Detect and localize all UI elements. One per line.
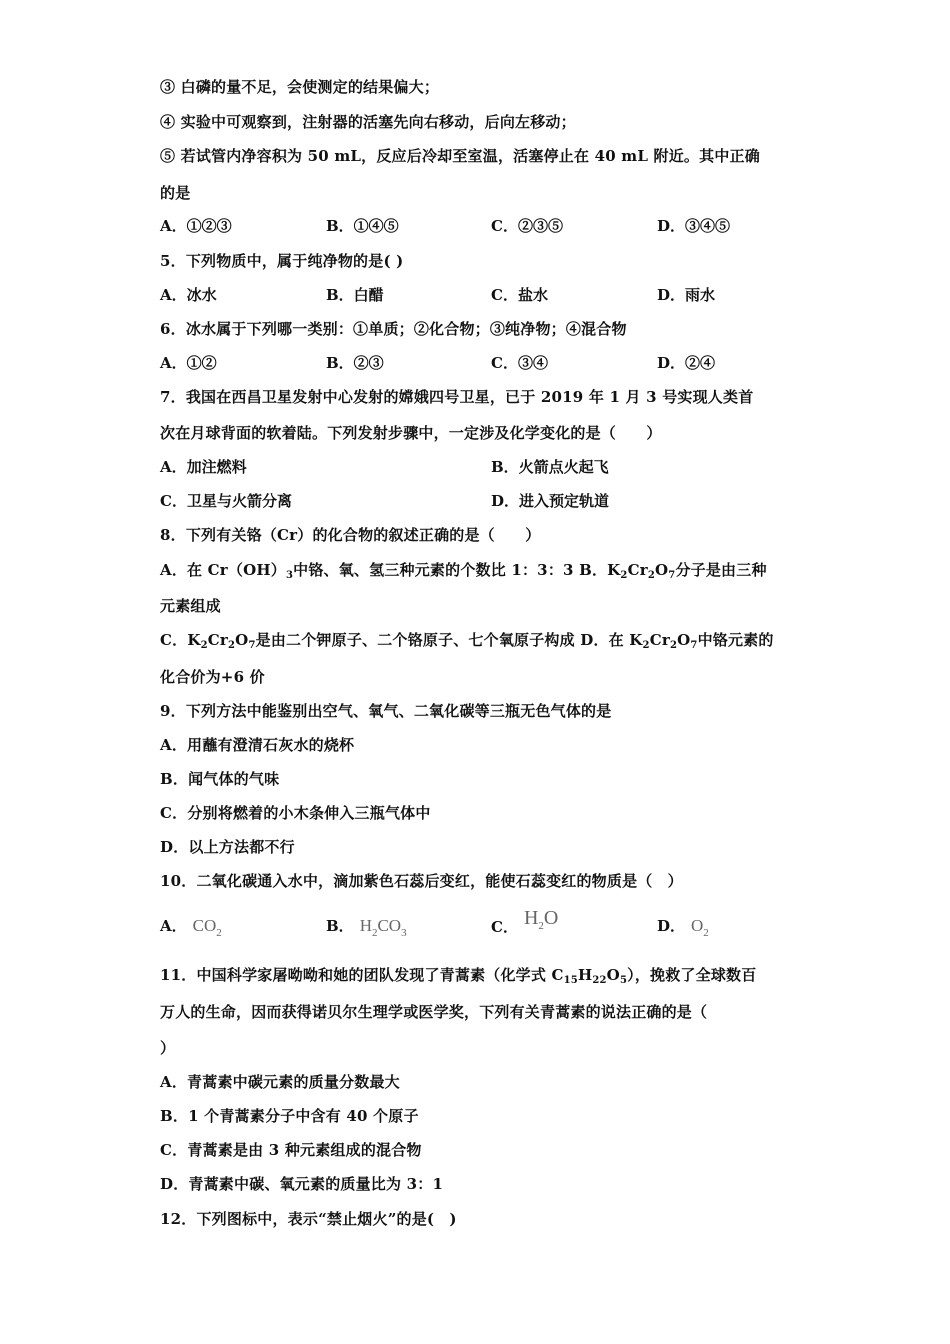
q6-option-b: B．②③: [326, 354, 384, 372]
statement-5-cont: 的是: [160, 184, 191, 202]
q10-option-a: A． $CO_2$: [160, 916, 222, 939]
q5-stem: 5．下列物质中，属于纯净物的是( ): [160, 252, 404, 270]
q4-option-c: C．②③⑤: [491, 217, 563, 235]
q11-stem-line2: 万人的生命，因而获得诺贝尔生理学或医学奖，下列有关青蒿素的说法正确的是（: [160, 1003, 708, 1021]
q9-option-b: B．闻气体的气味: [160, 770, 280, 788]
statement-5: ⑤ 若试管内净容积为 50 mL，反应后冷却至室温，活塞停止在 40 mL 附近。其中正确: [160, 147, 760, 165]
statement-3: ③ 白磷的量不足，会使测定的结果偏大；: [160, 78, 440, 96]
q8-options-ab: A．在 $Cr(OH)_3$中铬、氧、氢三种元素的个数比 1：3：3 B．$K_2Cr_2O_7$分子是由三种: [160, 561, 767, 581]
q4-option-b: B．①④⑤: [326, 217, 399, 235]
q10-option-c: C． $H_2O$: [491, 907, 559, 936]
q8-options-ab-cont: 元素组成: [160, 597, 221, 615]
q9-option-a: A．用蘸有澄清石灰水的烧杯: [160, 736, 355, 754]
q5-option-a: A．冰水: [160, 286, 217, 304]
q11-option-d: D．青蒿素中碳、氧元素的质量比为 3：1: [160, 1175, 444, 1193]
q8-options-cd: C．$K_2Cr_2O_7$是由二个钾原子、二个铬原子、七个氧原子构成 D．在 $K_2Cr_2O_7$中铬元素的: [160, 631, 774, 651]
statement-4: ④ 实验中可观察到，注射器的活塞先向右移动，后向左移动；: [160, 113, 576, 131]
q9-option-d: D．以上方法都不行: [160, 838, 295, 856]
q11-option-b: B．1 个青蒿素分子中含有 40 个原子: [160, 1107, 419, 1125]
q6-stem: 6．冰水属于下列哪一类别：①单质；②化合物；③纯净物；④混合物: [160, 320, 627, 338]
q11-stem-line3: ）: [160, 1039, 176, 1057]
q10-stem: 10．二氧化碳通入水中，滴加紫色石蕊后变红，能使石蕊变红的物质是（ ）: [160, 872, 683, 890]
q5-option-c: C．盐水: [491, 286, 548, 304]
q11-option-c: C．青蒿素是由 3 种元素组成的混合物: [160, 1141, 422, 1159]
q6-option-d: D．②④: [657, 354, 716, 372]
q7-stem-line2: 次在月球背面的软着陆。下列发射步骤中，一定涉及化学变化的是（ ）: [160, 424, 662, 442]
q6-option-c: C．③④: [491, 354, 548, 372]
q7-option-c: C．卫星与火箭分离: [160, 492, 292, 510]
q8-options-cd-cont: 化合价为+6 价: [160, 668, 265, 686]
q7-option-a: A．加注燃料: [160, 458, 247, 476]
q12-stem: 12．下列图标中，表示“禁止烟火”的是( ): [160, 1210, 457, 1228]
q7-option-b: B．火箭点火起飞: [491, 458, 609, 476]
q11-stem-line1: 11．中国科学家屠呦呦和她的团队发现了青蒿素（化学式 $C_{15}H_{22}O_5$），挽救了全球数百: [160, 966, 757, 986]
q9-stem: 9．下列方法中能鉴别出空气、氧气、二氧化碳等三瓶无色气体的是: [160, 702, 612, 720]
q6-option-a: A．①②: [160, 354, 217, 372]
q5-option-b: B．白醋: [326, 286, 384, 304]
q9-option-c: C．分别将燃着的小木条伸入三瓶气体中: [160, 804, 431, 822]
q10-option-b: B． $H_2CO_3$: [326, 916, 407, 939]
q4-option-d: D．③④⑤: [657, 217, 731, 235]
q8-stem: 8．下列有关铬（Cr）的化合物的叙述正确的是（ ）: [160, 526, 541, 544]
q4-option-a: A．①②③: [160, 217, 232, 235]
q10-option-d: D． $O_2$: [657, 916, 709, 939]
q11-option-a: A．青蒿素中碳元素的质量分数最大: [160, 1073, 400, 1091]
q5-option-d: D．雨水: [657, 286, 716, 304]
q7-option-d: D．进入预定轨道: [491, 492, 610, 510]
q7-stem-line1: 7．我国在西昌卫星发射中心发射的嫦娥四号卫星，已于 2019 年 1 月 3 号实现人类首: [160, 388, 754, 406]
